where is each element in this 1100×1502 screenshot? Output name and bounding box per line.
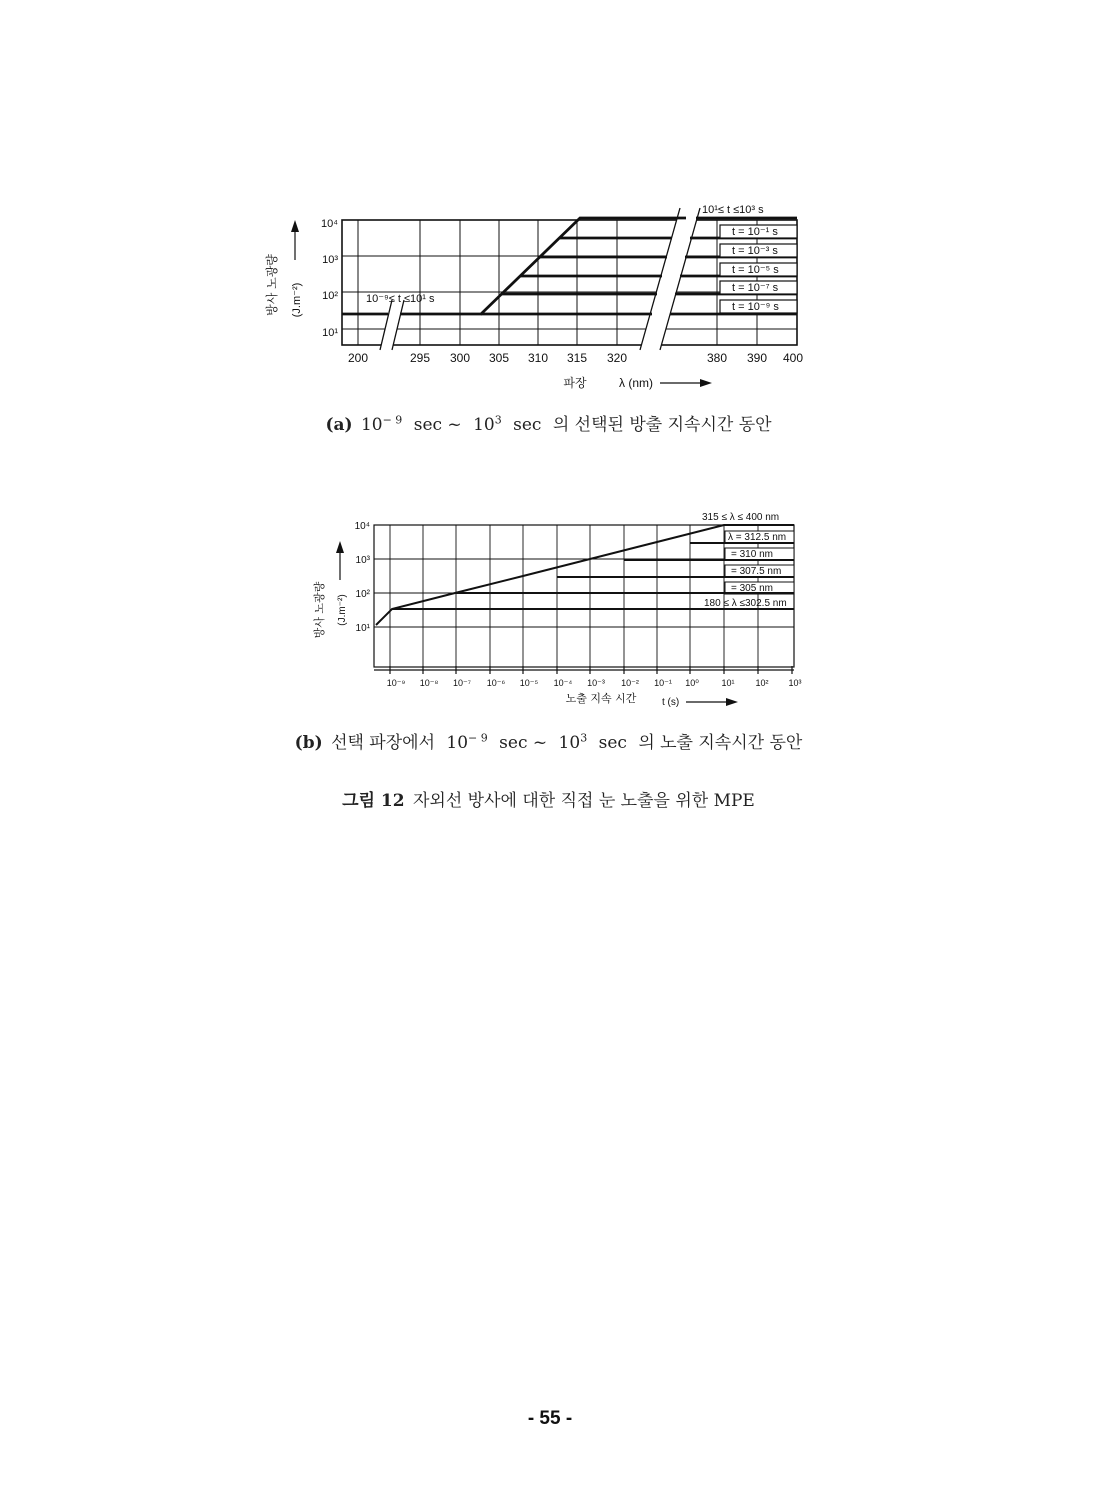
figure-b-y-tick-1: 10³ [355, 555, 370, 566]
figure-a-x-tick-0: 200 [347, 351, 369, 365]
figure-a-y-tick-2: 10² [322, 290, 338, 302]
figure-b-y-axis-unit: (J.m⁻²) [337, 594, 348, 626]
figure-b-x-tick-3: 10⁻⁶ [486, 678, 506, 688]
figure-b-y-axis-arrow [336, 541, 344, 580]
figure-b-caption-unit2: sec [598, 733, 627, 753]
figure-b-caption-unit1: sec ~ [499, 733, 548, 753]
figure-a-x-tick-5: 315 [566, 351, 588, 365]
figure-a-y-axis-unit: (J.m⁻²) [291, 282, 303, 318]
figure-a-x-tick-2: 300 [449, 351, 471, 365]
figure-b-caption-text2: 의 노출 지속시간 동안 [638, 733, 803, 753]
figure-a-axis-break-left [380, 300, 404, 350]
figure-b-x-axis-arrow [686, 698, 738, 706]
figure-b-curve-label-0: 315 ≤ λ ≤ 400 nm [702, 512, 780, 523]
figure-a-x-axis-arrow [660, 379, 712, 387]
figure-a-low-label: 10⁻⁹≤ t ≤10¹ s [366, 293, 435, 305]
figure-a-x-axis-symbol: λ (nm) [619, 376, 653, 390]
figure-a-y-tick-3: 10¹ [322, 327, 338, 339]
figure-a-curve-label-3: t = 10⁻⁵ s [732, 264, 779, 276]
figure-a-x-tick-8: 390 [746, 351, 768, 365]
figure-b-curve-label-1: λ = 312.5 nm [728, 532, 787, 543]
figure-12-label: 그림 12 [342, 791, 405, 811]
figure-12-caption [0, 786, 1100, 811]
figure-a-x-tick-6: 320 [606, 351, 628, 365]
figure-a-curve-label-4: t = 10⁻⁷ s [732, 282, 779, 294]
figure-a-y-tick-0: 10⁴ [321, 218, 338, 230]
figure-b-curve-label-2: = 310 nm [731, 549, 773, 560]
figure-b-x-tick-0: 10⁻⁹ [386, 678, 406, 688]
figure-a-y-tick-1: 10³ [322, 254, 338, 266]
figure-b-caption-exp2: 3 [580, 731, 588, 745]
figure-b-curve-label-5: 180 ≤ λ ≤302.5 nm [704, 598, 787, 609]
figure-a-caption-base2: 10 [473, 415, 495, 435]
figure-b-chart [0, 505, 1100, 725]
figure-a-caption-exp1: − 9 [382, 413, 403, 427]
figure-b-y-tick-2: 10² [355, 589, 370, 600]
figure-b-x-tick-5: 10⁻⁴ [553, 678, 573, 688]
figure-b-y-tick-0: 10⁴ [354, 521, 370, 532]
figure-a-caption-exp2: 3 [494, 413, 502, 427]
figure-a-x-tick-1: 295 [409, 351, 431, 365]
figure-b-caption-base2: 10 [558, 733, 581, 753]
figure-b-x-tick-6: 10⁻³ [587, 678, 605, 688]
figure-a-y-axis-title: 방사 노광량 [265, 254, 279, 316]
figure-a-caption [0, 410, 1100, 435]
figure-a-x-tick-9: 400 [782, 351, 804, 365]
figure-b-x-tick-12: 10³ [788, 678, 802, 688]
figure-a-x-tick-3: 305 [488, 351, 510, 365]
figure-a-y-axis-arrow [291, 220, 299, 260]
figure-a-curve-label-1: t = 10⁻¹ s [732, 226, 778, 238]
figure-12-text: 자외선 방사에 대한 직접 눈 노출을 위한 MPE [412, 791, 755, 811]
figure-a-x-tick-4: 310 [527, 351, 549, 365]
figure-a-curve-label-0: 10¹≤ t ≤10³ s [702, 204, 764, 216]
figure-a-curve-label-2: t = 10⁻³ s [732, 245, 778, 257]
figure-a-caption-tag: (a) [325, 415, 353, 435]
figure-a-caption-unit1: sec ~ [413, 415, 462, 435]
figure-b-plot-frame [374, 525, 794, 667]
figure-b-x-tick-11: 10² [755, 678, 769, 688]
figure-b-caption-text1: 선택 파장에서 [331, 733, 435, 753]
figure-b-x-tick-7: 10⁻² [621, 678, 639, 688]
figure-b-y-tick-3: 10¹ [355, 623, 370, 634]
figure-a-x-tick-7: 380 [706, 351, 728, 365]
figure-b-caption-base1: 10 [446, 733, 469, 753]
figure-b-x-axis-title: 노출 지속 시간 [565, 692, 637, 705]
page-number: - 55 - [527, 1408, 573, 1429]
figure-b-y-axis-title: 방사 노광량 [313, 581, 326, 639]
figure-b-x-tick-10: 10¹ [721, 678, 735, 688]
figure-a-caption-base1: 10 [360, 415, 383, 435]
figure-b-caption-tag: (b) [294, 733, 323, 753]
figure-a-caption-text: 의 선택된 방출 지속시간 동안 [552, 415, 772, 435]
figure-b-x-tick-9: 10⁰ [685, 678, 699, 688]
figure-b-caption [0, 728, 1100, 753]
figure-b-x-tick-2: 10⁻⁷ [452, 678, 472, 688]
figure-a-curve-main [400, 218, 686, 314]
figure-b-x-tick-4: 10⁻⁵ [519, 678, 539, 688]
figure-a-curve-label-5: t = 10⁻⁹ s [732, 301, 779, 313]
figure-b-x-tick-8: 10⁻¹ [654, 678, 672, 688]
figure-b-x-axis-symbol: t (s) [662, 697, 680, 708]
figure-b-curve-label-3: = 307.5 nm [731, 566, 782, 577]
figure-b-caption-exp1: − 9 [468, 731, 488, 745]
figure-b-x-tick-1: 10⁻⁸ [419, 678, 439, 688]
figure-a-caption-unit2: sec [513, 415, 542, 435]
figure-a-x-axis-title: 파장 [563, 376, 587, 390]
figure-b-curve-label-4: = 305 nm [731, 583, 773, 594]
